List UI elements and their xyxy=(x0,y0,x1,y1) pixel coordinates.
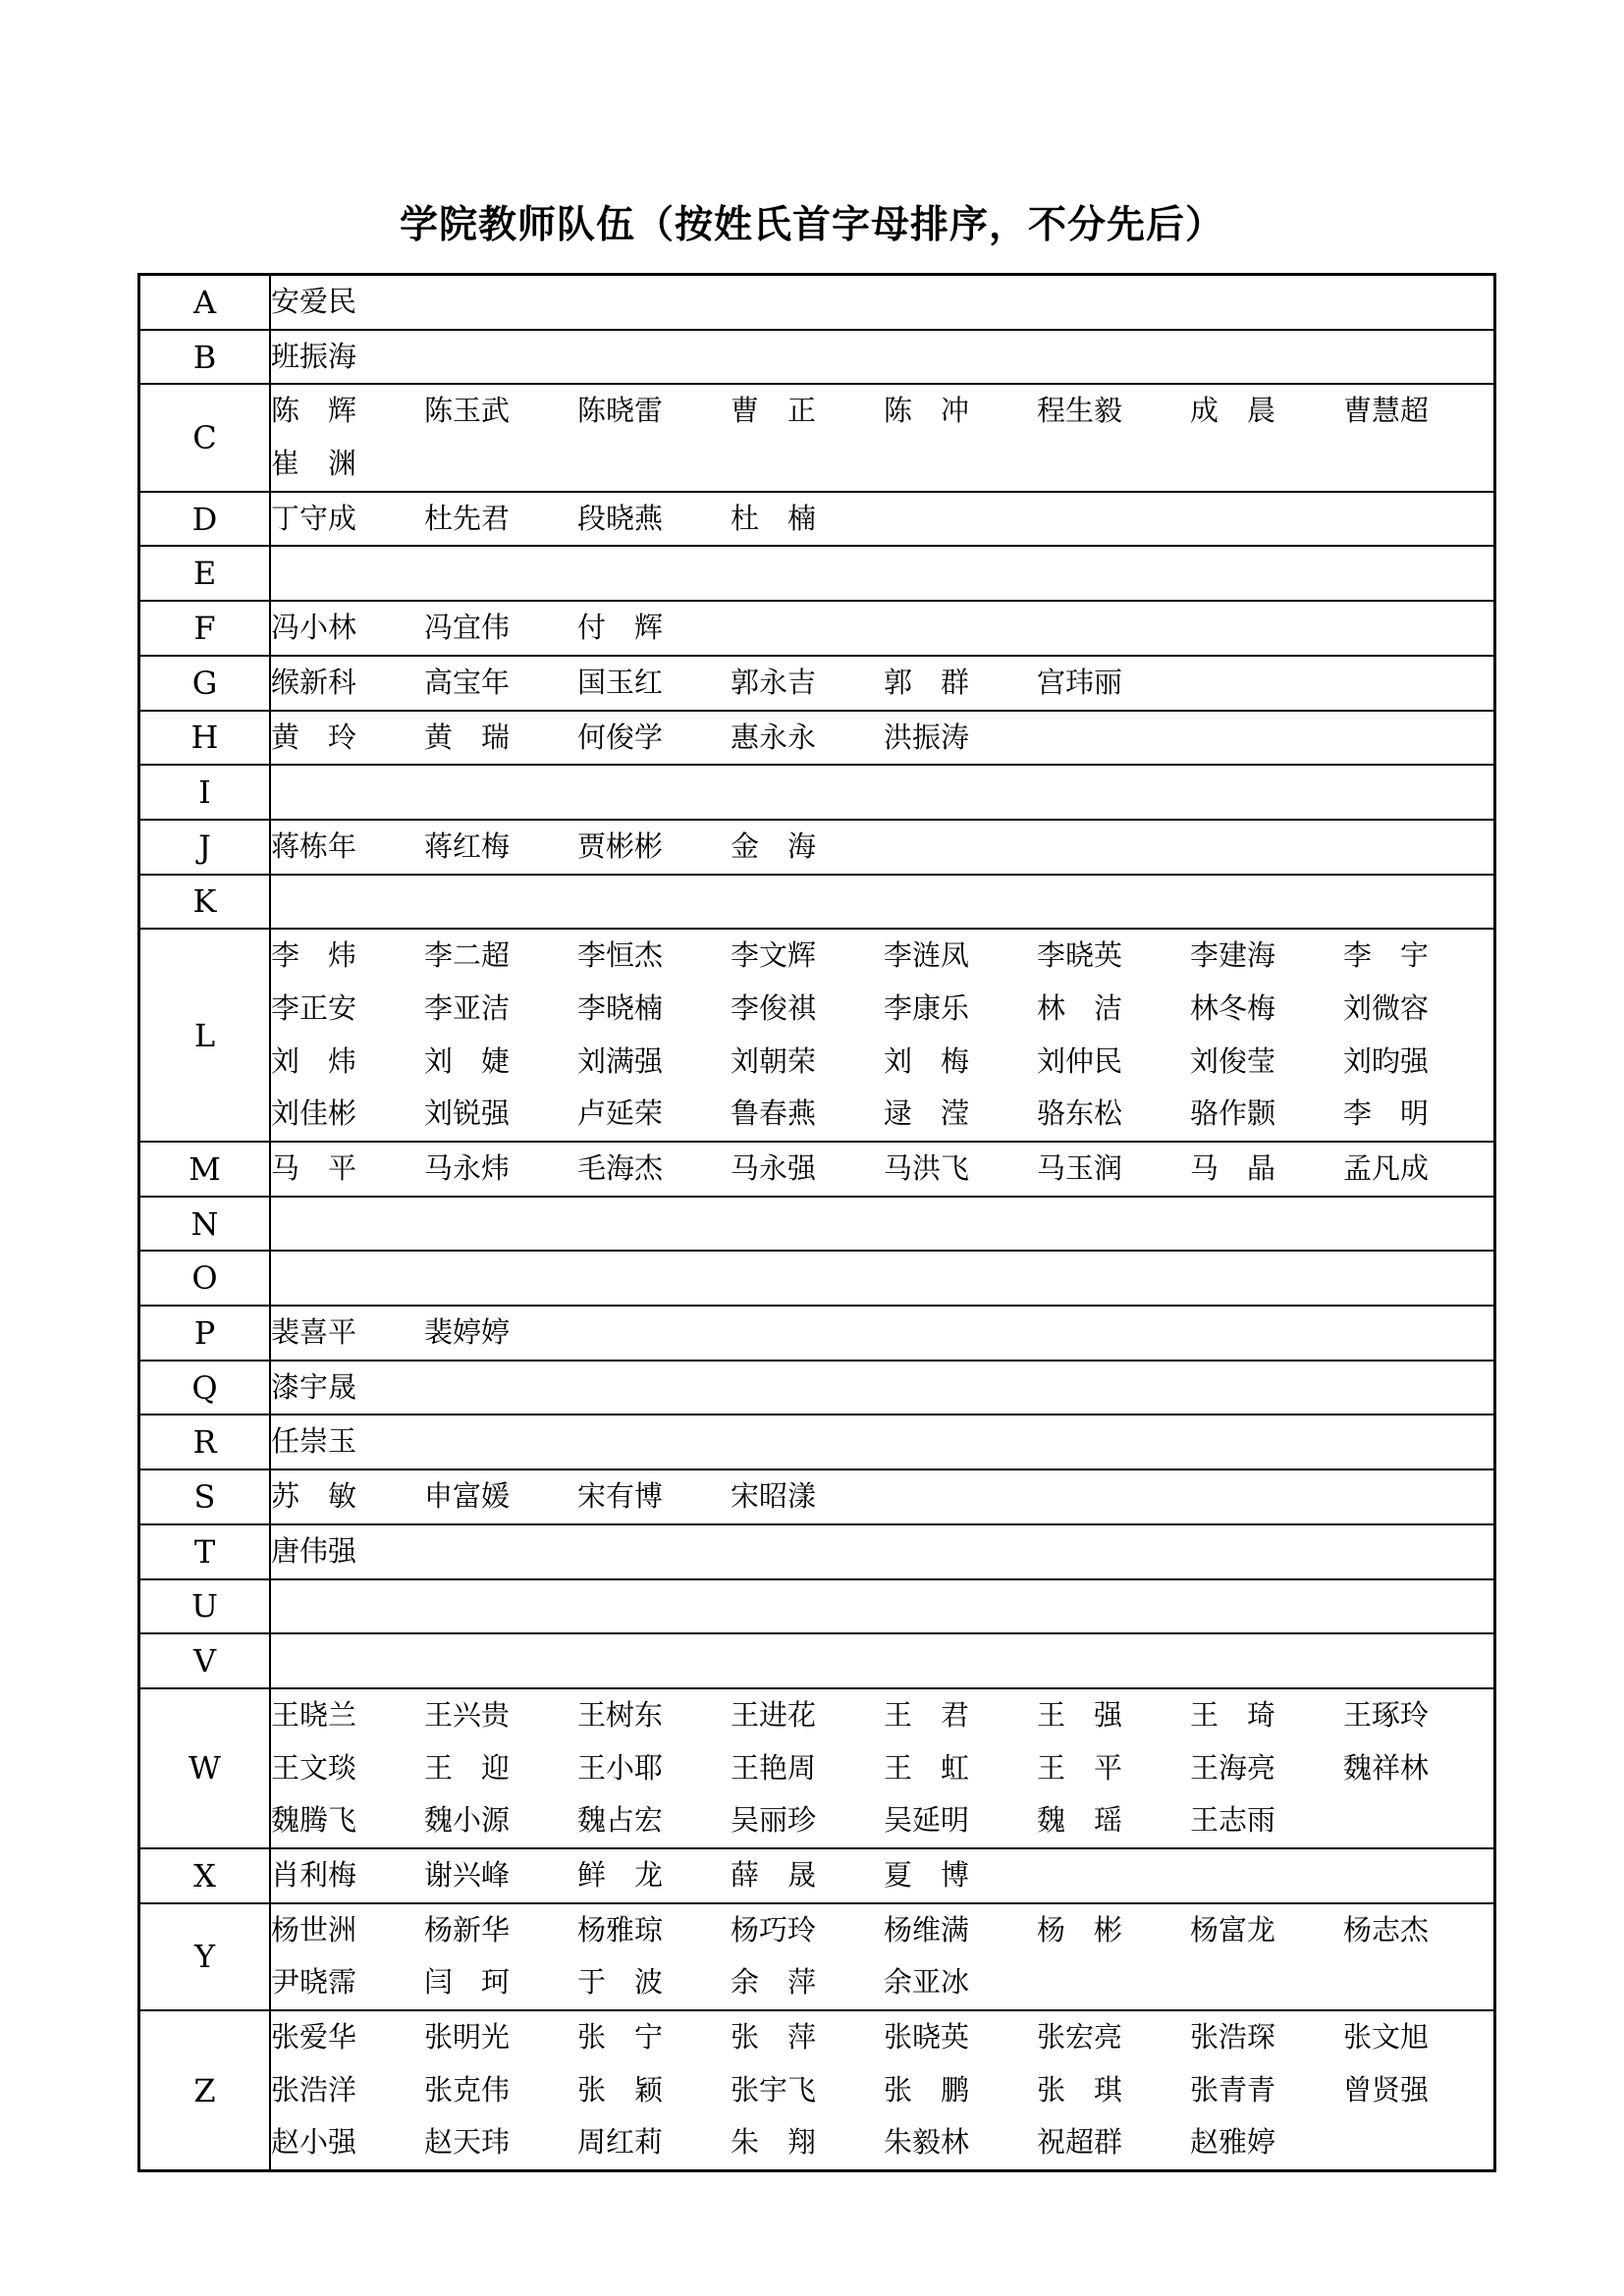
teacher-name: 宫玮丽 xyxy=(1037,665,1123,699)
teacher-name: 裴喜平 xyxy=(271,1315,357,1350)
letter-cell: C xyxy=(139,384,271,491)
teacher-name: 程生毅 xyxy=(1037,394,1123,428)
teacher-name: 杨新华 xyxy=(424,1912,511,1947)
teacher-name: 陈玉武 xyxy=(424,394,511,428)
teacher-name: 李 明 xyxy=(1343,1096,1430,1131)
empty-names xyxy=(271,766,1493,819)
names-grid xyxy=(271,1307,1493,1360)
names-cell xyxy=(270,765,1495,820)
names-cell xyxy=(270,875,1495,930)
teacher-name: 周红莉 xyxy=(577,2125,664,2160)
teacher-name: 林 洁 xyxy=(1037,990,1123,1025)
names-grid xyxy=(271,493,1493,546)
teacher-name: 王文琰 xyxy=(271,1750,357,1785)
teacher-name: 余亚冰 xyxy=(884,1965,970,2000)
teacher-name: 于 波 xyxy=(577,1965,664,2000)
teacher-name: 卢延荣 xyxy=(577,1096,664,1131)
letter-cell: L xyxy=(139,929,271,1142)
names-cell xyxy=(270,1142,1495,1197)
names-cell xyxy=(270,330,1495,385)
teacher-name: 张 鹏 xyxy=(884,2072,970,2107)
letter-cell: Z xyxy=(139,2010,271,2171)
letter-row-z xyxy=(139,2010,1495,2171)
letter-cell: D xyxy=(139,492,271,547)
empty-names xyxy=(271,1252,1493,1305)
teacher-name: 杜先君 xyxy=(424,501,511,535)
teacher-name: 李 宇 xyxy=(1343,938,1430,973)
teacher-name: 李 炜 xyxy=(271,938,357,973)
teacher-name: 何俊学 xyxy=(577,720,664,754)
teacher-name: 赵天玮 xyxy=(424,2125,511,2160)
teacher-name: 李晓楠 xyxy=(577,990,664,1025)
teacher-name: 刘 炜 xyxy=(271,1043,357,1078)
letter-row-i xyxy=(139,765,1495,820)
letter-row-t xyxy=(139,1524,1495,1579)
teacher-name: 陈 冲 xyxy=(884,394,970,428)
letter-cell: O xyxy=(139,1251,271,1306)
teacher-name: 吴延明 xyxy=(884,1803,970,1838)
names-grid xyxy=(271,602,1493,655)
teacher-name: 杨 彬 xyxy=(1037,1912,1123,1947)
teacher-name: 冯小林 xyxy=(271,611,357,645)
letter-cell: X xyxy=(139,1848,271,1903)
teacher-name: 李恒杰 xyxy=(577,938,664,973)
teacher-name: 段晓燕 xyxy=(577,501,664,535)
teacher-name: 李康乐 xyxy=(884,990,970,1025)
names-cell xyxy=(270,1469,1495,1524)
names-grid xyxy=(271,1904,1493,2009)
faculty-table-body xyxy=(139,275,1495,2171)
teacher-name: 张浩洋 xyxy=(271,2072,357,2107)
letter-row-y xyxy=(139,1903,1495,2010)
letter-cell: R xyxy=(139,1415,271,1469)
names-cell xyxy=(270,2010,1495,2171)
letter-row-w xyxy=(139,1688,1495,1848)
letter-cell: S xyxy=(139,1469,271,1524)
letter-cell: I xyxy=(139,765,271,820)
empty-names xyxy=(271,547,1493,600)
teacher-name: 刘 婕 xyxy=(424,1043,511,1078)
teacher-name: 金 海 xyxy=(731,828,817,863)
names-cell xyxy=(270,1688,1495,1848)
teacher-name: 王树东 xyxy=(577,1697,664,1732)
names-cell xyxy=(270,492,1495,547)
letter-row-n xyxy=(139,1197,1495,1252)
letter-cell: N xyxy=(139,1197,271,1252)
teacher-name: 杨志杰 xyxy=(1343,1912,1430,1947)
letter-row-q xyxy=(139,1361,1495,1415)
names-grid xyxy=(271,1849,1493,1902)
teacher-name: 谢兴峰 xyxy=(424,1857,511,1892)
teacher-name: 蒋红梅 xyxy=(424,828,511,863)
teacher-name: 薛 晟 xyxy=(731,1857,817,1892)
teacher-name: 蒋栋年 xyxy=(271,828,357,863)
letter-cell: V xyxy=(139,1633,271,1688)
teacher-name: 张 萍 xyxy=(731,2020,817,2054)
names-cell xyxy=(270,1903,1495,2010)
teacher-name: 王 虹 xyxy=(884,1750,970,1785)
names-grid xyxy=(271,1143,1493,1196)
teacher-name: 杨雅琼 xyxy=(577,1912,664,1947)
teacher-name: 唐伟强 xyxy=(271,1533,357,1568)
teacher-name: 成 晨 xyxy=(1190,394,1276,428)
teacher-name: 惠永永 xyxy=(731,720,817,754)
teacher-name: 杨世洲 xyxy=(271,1912,357,1947)
teacher-name: 骆作颢 xyxy=(1190,1096,1276,1131)
empty-names xyxy=(271,876,1493,929)
names-cell xyxy=(270,1415,1495,1469)
letter-row-b xyxy=(139,330,1495,385)
teacher-name: 裴婷婷 xyxy=(424,1315,511,1350)
names-cell xyxy=(270,601,1495,656)
teacher-name: 张浩琛 xyxy=(1190,2020,1276,2054)
letter-cell: W xyxy=(139,1688,271,1848)
teacher-name: 崔 渊 xyxy=(271,447,357,481)
teacher-name: 张 颖 xyxy=(577,2072,664,2107)
letter-cell: G xyxy=(139,656,271,711)
teacher-name: 马 平 xyxy=(271,1151,357,1185)
teacher-name: 魏 瑶 xyxy=(1037,1803,1123,1838)
teacher-name: 魏占宏 xyxy=(577,1803,664,1838)
names-grid xyxy=(271,385,1493,490)
letter-cell: U xyxy=(139,1579,271,1634)
teacher-name: 朱 翔 xyxy=(731,2125,817,2160)
teacher-name: 苏 敏 xyxy=(271,1479,357,1514)
teacher-name: 李俊祺 xyxy=(731,990,817,1025)
teacher-name: 缑新科 xyxy=(271,665,357,699)
teacher-name: 王 君 xyxy=(884,1697,970,1732)
teacher-name: 冯宜伟 xyxy=(424,611,511,645)
teacher-name: 林冬梅 xyxy=(1190,990,1276,1025)
teacher-name: 王进花 xyxy=(731,1697,817,1732)
letter-row-f xyxy=(139,601,1495,656)
teacher-name: 刘仲民 xyxy=(1037,1043,1123,1078)
names-grid xyxy=(271,1415,1493,1468)
teacher-name: 高宝年 xyxy=(424,665,511,699)
teacher-name: 魏小源 xyxy=(424,1803,511,1838)
names-cell xyxy=(270,1306,1495,1361)
teacher-name: 赵雅婷 xyxy=(1190,2125,1276,2160)
teacher-name: 王海亮 xyxy=(1190,1750,1276,1785)
teacher-name: 马永强 xyxy=(731,1151,817,1185)
teacher-name: 闫 珂 xyxy=(424,1965,511,2000)
names-cell xyxy=(270,656,1495,711)
teacher-name: 杨富龙 xyxy=(1190,1912,1276,1947)
teacher-name: 申富媛 xyxy=(424,1479,511,1514)
teacher-name: 班振海 xyxy=(271,339,357,373)
teacher-name: 马永炜 xyxy=(424,1151,511,1185)
letter-cell: A xyxy=(139,275,271,330)
teacher-name: 孟凡成 xyxy=(1343,1151,1430,1185)
letter-cell: J xyxy=(139,820,271,875)
teacher-name: 曹慧超 xyxy=(1343,394,1430,428)
teacher-name: 马玉润 xyxy=(1037,1151,1123,1185)
names-cell xyxy=(270,1633,1495,1688)
letter-row-l xyxy=(139,929,1495,1142)
teacher-name: 王兴贵 xyxy=(424,1697,511,1732)
teacher-name: 杜 楠 xyxy=(731,501,817,535)
teacher-name: 付 辉 xyxy=(577,611,664,645)
teacher-name: 洪振涛 xyxy=(884,720,970,754)
names-cell xyxy=(270,275,1495,330)
teacher-name: 国玉红 xyxy=(577,665,664,699)
names-grid xyxy=(271,1689,1493,1847)
teacher-name: 曾贤强 xyxy=(1343,2072,1430,2107)
teacher-name: 王晓兰 xyxy=(271,1697,357,1732)
names-cell xyxy=(270,1579,1495,1634)
teacher-name: 夏 博 xyxy=(884,1857,970,1892)
names-grid xyxy=(271,1362,1493,1415)
teacher-name: 祝超群 xyxy=(1037,2125,1123,2160)
empty-names xyxy=(271,1634,1493,1687)
names-grid xyxy=(271,712,1493,765)
teacher-name: 鲜 龙 xyxy=(577,1857,664,1892)
letter-row-k xyxy=(139,875,1495,930)
letter-cell: Y xyxy=(139,1903,271,2010)
teacher-name: 刘朝荣 xyxy=(731,1043,817,1078)
teacher-name: 鲁春燕 xyxy=(731,1096,817,1131)
teacher-name: 曹 正 xyxy=(731,394,817,428)
teacher-name: 魏祥林 xyxy=(1343,1750,1430,1785)
teacher-name: 马洪飞 xyxy=(884,1151,970,1185)
letter-row-o xyxy=(139,1251,1495,1306)
letter-row-e xyxy=(139,546,1495,601)
letter-row-h xyxy=(139,711,1495,766)
names-grid xyxy=(271,2011,1493,2169)
teacher-name: 吴丽珍 xyxy=(731,1803,817,1838)
teacher-name: 张爱华 xyxy=(271,2020,357,2054)
teacher-name: 丁守成 xyxy=(271,501,357,535)
teacher-name: 张文旭 xyxy=(1343,2020,1430,2054)
names-grid xyxy=(271,1525,1493,1578)
teacher-name: 魏腾飞 xyxy=(271,1803,357,1838)
letter-row-g xyxy=(139,656,1495,711)
teacher-name: 逯 滢 xyxy=(884,1096,970,1131)
teacher-name: 漆宇晟 xyxy=(271,1369,357,1404)
teacher-name: 马 晶 xyxy=(1190,1151,1276,1185)
teacher-name: 李正安 xyxy=(271,990,357,1025)
letter-cell: E xyxy=(139,546,271,601)
teacher-name: 张克伟 xyxy=(424,2072,511,2107)
teacher-name: 张宇飞 xyxy=(731,2072,817,2107)
teacher-name: 刘锐强 xyxy=(424,1096,511,1131)
teacher-name: 陈晓雷 xyxy=(577,394,664,428)
names-cell xyxy=(270,929,1495,1142)
names-grid xyxy=(271,331,1493,384)
letter-row-p xyxy=(139,1306,1495,1361)
teacher-name: 王艳周 xyxy=(731,1750,817,1785)
names-cell xyxy=(270,1251,1495,1306)
letter-cell: T xyxy=(139,1524,271,1579)
teacher-name: 刘俊莹 xyxy=(1190,1043,1276,1078)
teacher-name: 贾彬彬 xyxy=(577,828,664,863)
teacher-name: 朱毅林 xyxy=(884,2125,970,2160)
teacher-name: 刘 梅 xyxy=(884,1043,970,1078)
names-cell xyxy=(270,546,1495,601)
teacher-name: 陈 辉 xyxy=(271,394,357,428)
teacher-name: 肖利梅 xyxy=(271,1857,357,1892)
names-cell xyxy=(270,384,1495,491)
teacher-name: 李建海 xyxy=(1190,938,1276,973)
letter-row-d xyxy=(139,492,1495,547)
teacher-name: 王 迎 xyxy=(424,1750,511,1785)
teacher-name: 张 宁 xyxy=(577,2020,664,2054)
teacher-name: 王 强 xyxy=(1037,1697,1123,1732)
names-cell xyxy=(270,1848,1495,1903)
teacher-name: 刘满强 xyxy=(577,1043,664,1078)
names-grid xyxy=(271,276,1493,329)
teacher-name: 刘微容 xyxy=(1343,990,1430,1025)
teacher-name: 刘佳彬 xyxy=(271,1096,357,1131)
letter-cell: K xyxy=(139,875,271,930)
teacher-name: 杨巧玲 xyxy=(731,1912,817,1947)
teacher-name: 张青青 xyxy=(1190,2072,1276,2107)
teacher-name: 王小耶 xyxy=(577,1750,664,1785)
empty-names xyxy=(271,1198,1493,1251)
teacher-name: 安爱民 xyxy=(271,285,357,318)
teacher-name: 尹晓霈 xyxy=(271,1965,357,2000)
letter-row-c xyxy=(139,384,1495,491)
names-grid xyxy=(271,821,1493,874)
teacher-name: 张宏亮 xyxy=(1037,2020,1123,2054)
teacher-name: 王 平 xyxy=(1037,1750,1123,1785)
names-cell xyxy=(270,1524,1495,1579)
teacher-name: 李晓英 xyxy=(1037,938,1123,973)
teacher-name: 余 萍 xyxy=(731,1965,817,2000)
letter-row-j xyxy=(139,820,1495,875)
letter-cell: Q xyxy=(139,1361,271,1415)
letter-cell: F xyxy=(139,601,271,656)
faculty-table xyxy=(137,273,1496,2172)
teacher-name: 李涟凤 xyxy=(884,938,970,973)
teacher-name: 张晓英 xyxy=(884,2020,970,2054)
names-cell xyxy=(270,711,1495,766)
names-cell xyxy=(270,1361,1495,1415)
teacher-name: 杨维满 xyxy=(884,1912,970,1947)
letter-row-r xyxy=(139,1415,1495,1469)
teacher-name: 郭永吉 xyxy=(731,665,817,699)
letter-cell: M xyxy=(139,1142,271,1197)
teacher-name: 骆东松 xyxy=(1037,1096,1123,1131)
letter-row-a xyxy=(139,275,1495,330)
teacher-name: 赵小强 xyxy=(271,2125,357,2160)
teacher-name: 宋昭漾 xyxy=(731,1479,817,1514)
names-cell xyxy=(270,1197,1495,1252)
empty-names xyxy=(271,1580,1493,1633)
letter-row-u xyxy=(139,1579,1495,1634)
names-grid xyxy=(271,657,1493,710)
letter-cell: P xyxy=(139,1306,271,1361)
letter-row-s xyxy=(139,1469,1495,1524)
teacher-name: 毛海杰 xyxy=(577,1151,664,1185)
teacher-name: 张 琪 xyxy=(1037,2072,1123,2107)
names-grid xyxy=(271,1470,1493,1523)
teacher-name: 黄 玲 xyxy=(271,720,357,754)
teacher-name: 黄 瑞 xyxy=(424,720,511,754)
teacher-name: 王志雨 xyxy=(1190,1803,1276,1838)
teacher-name: 郭 群 xyxy=(884,665,970,699)
names-grid xyxy=(271,930,1493,1141)
teacher-name: 李文辉 xyxy=(731,938,817,973)
teacher-name: 李亚洁 xyxy=(424,990,511,1025)
letter-row-v xyxy=(139,1633,1495,1688)
letter-row-x xyxy=(139,1848,1495,1903)
teacher-name: 李二超 xyxy=(424,938,511,973)
teacher-name: 任崇玉 xyxy=(271,1424,357,1459)
teacher-name: 张明光 xyxy=(424,2020,511,2054)
teacher-name: 王 琦 xyxy=(1190,1697,1276,1732)
names-cell xyxy=(270,820,1495,875)
page-title: 学院教师队伍（按姓氏首字母排序，不分先后） xyxy=(399,202,1224,247)
teacher-name: 宋有博 xyxy=(577,1479,664,1514)
teacher-name: 王琢玲 xyxy=(1343,1697,1430,1732)
teacher-name: 刘昀强 xyxy=(1343,1043,1430,1078)
letter-row-m xyxy=(139,1142,1495,1197)
letter-cell: B xyxy=(139,330,271,385)
letter-cell: H xyxy=(139,711,271,766)
